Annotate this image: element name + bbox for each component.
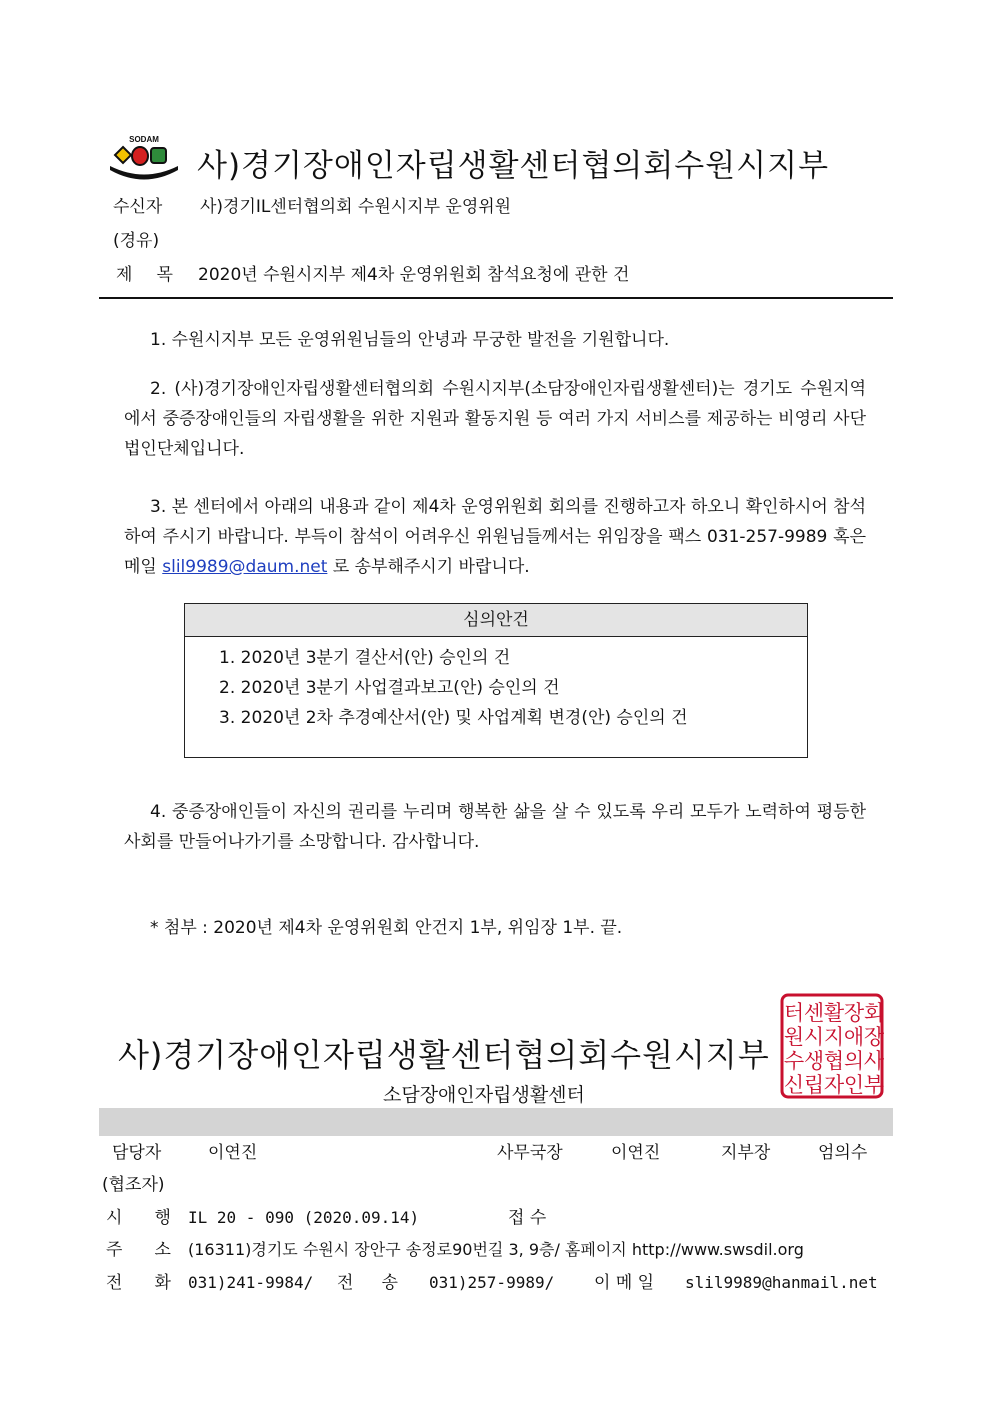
- center-name: 소담장애인자립생활센터: [383, 1084, 585, 1106]
- attachment-note: * 첨부 : 2020년 제4차 운영위원회 안건지 1부, 위임장 1부. 끝.: [150, 918, 623, 938]
- seal-glyph: 자: [823, 1073, 845, 1097]
- seal-glyph: 시: [803, 1025, 825, 1049]
- email-link[interactable]: slil9989@daum.net: [162, 557, 328, 577]
- secretary-name: 이연진: [611, 1143, 661, 1163]
- recipient-label: 수신자: [113, 197, 163, 217]
- seal-glyph: 애: [843, 1025, 865, 1049]
- agenda-list: [185, 637, 807, 733]
- seal-glyph: 활: [823, 1001, 845, 1025]
- agenda-title: 심의안건: [185, 604, 807, 637]
- seal-glyph: 센: [803, 1001, 825, 1025]
- enforce-value: IL 20 - 090 (2020.09.14): [188, 1208, 420, 1227]
- address-value: (16311)경기도 수원시 장안구 송정로90번길 3, 9층/ 홈페이지 http://www.swsdil.org: [188, 1240, 804, 1259]
- seal-glyph: 장: [843, 1001, 865, 1025]
- seal-glyph: 회: [863, 1001, 885, 1025]
- enforce-label: 시 행: [106, 1208, 171, 1228]
- seal-glyph: 원: [783, 1025, 805, 1049]
- seal-glyph: 수: [783, 1049, 805, 1073]
- phone-value: 031)241-9984/: [188, 1273, 314, 1292]
- phone-label: 전 화: [106, 1273, 171, 1293]
- email-value: slil9989@hanmail.net: [685, 1273, 878, 1292]
- agenda-item: 2. 2020년 3분기 사업결과보고(안) 승인의 건: [219, 678, 560, 698]
- seal-glyph: 생: [803, 1049, 825, 1073]
- agenda-item: 1. 2020년 3분기 결산서(안) 승인의 건: [219, 648, 511, 668]
- secretary-label: 사무국장: [497, 1143, 563, 1163]
- subject-label: 제 목: [116, 265, 173, 285]
- recipient-value: 사)경기IL센터협의회 수원시지부 운영위원: [200, 197, 512, 217]
- seal-glyph: 지: [823, 1025, 845, 1049]
- org-name-footer: 사)경기장애인자립생활센터협의회수원시지부: [118, 1036, 770, 1074]
- seal-glyph: 신: [783, 1073, 805, 1097]
- seal-glyph: 터: [783, 1001, 805, 1025]
- seal-glyph: 의: [843, 1049, 865, 1073]
- seal-glyph: 인: [843, 1073, 865, 1097]
- logo-text: SODAM: [129, 135, 159, 144]
- email-label: 이 메 일: [594, 1273, 655, 1293]
- seal-glyph: 사: [863, 1049, 885, 1073]
- org-name-header: 사)경기장애인자립생활센터협의회수원시지부: [197, 148, 830, 184]
- address-label: 주 소: [106, 1240, 171, 1260]
- via-label: (경유): [113, 231, 160, 251]
- staff-label: 담당자: [112, 1143, 162, 1163]
- fax-value: 031)257-9989/: [429, 1273, 555, 1292]
- branch-head-label: 지부장: [721, 1143, 771, 1163]
- seal-glyph: 협: [823, 1049, 845, 1073]
- footer-grey-bar: [99, 1108, 893, 1136]
- cooperator-label: (협조자): [102, 1175, 165, 1195]
- paragraph-2: 2. (사)경기장애인자립생활센터협의회 수원시지부(소담장애인자립생활센터)는 경기도 수원지역에서 중증장애인들의 자립생활을 위한 지원과 활동지원 등 여러 가지 서비스를 제공하는 비영리 사단법인단체입니다.: [124, 379, 866, 459]
- receipt-label: 접 수: [508, 1208, 547, 1228]
- paragraph-1: 1. 수원시지부 모든 운영위원님들의 안녕과 무궁한 발전을 기원합니다.: [150, 330, 670, 350]
- seal-glyph: 장: [863, 1025, 885, 1049]
- paragraph-4: 4. 중증장애인들이 자신의 권리를 누리며 행복한 삶을 살 수 있도록 우리 모두가 노력하여 평등한 사회를 만들어나가기를 소망합니다. 감사합니다.: [124, 802, 866, 852]
- header-divider: [99, 297, 893, 299]
- agenda-box: [184, 603, 808, 758]
- fax-label: 전 송: [337, 1273, 398, 1293]
- sodam-logo: [107, 133, 181, 187]
- subject-value: 2020년 수원시지부 제4차 운영위원회 참석요청에 관한 건: [198, 265, 630, 285]
- agenda-item: 3. 2020년 2차 추경예산서(안) 및 사업계획 변경(안) 승인의 건: [219, 708, 688, 728]
- staff-name: 이연진: [208, 1143, 258, 1163]
- branch-head-name: 엄의수: [818, 1143, 868, 1163]
- official-seal: [779, 992, 885, 1100]
- seal-glyph: 부: [863, 1073, 885, 1097]
- paragraph-3: 3. 본 센터에서 아래의 내용과 같이 제4차 운영위원회 회의를 진행하고자 하오니 확인하시어 참석하여 주시기 바랍니다. 부득이 참석이 어려우신 위원님들께서는 위임장을 팩스 031-257-9989 혹은 메일 slil9989@daum.net 로 송부해주시기 바랍니다.: [124, 497, 866, 577]
- seal-glyph: 립: [803, 1073, 825, 1097]
